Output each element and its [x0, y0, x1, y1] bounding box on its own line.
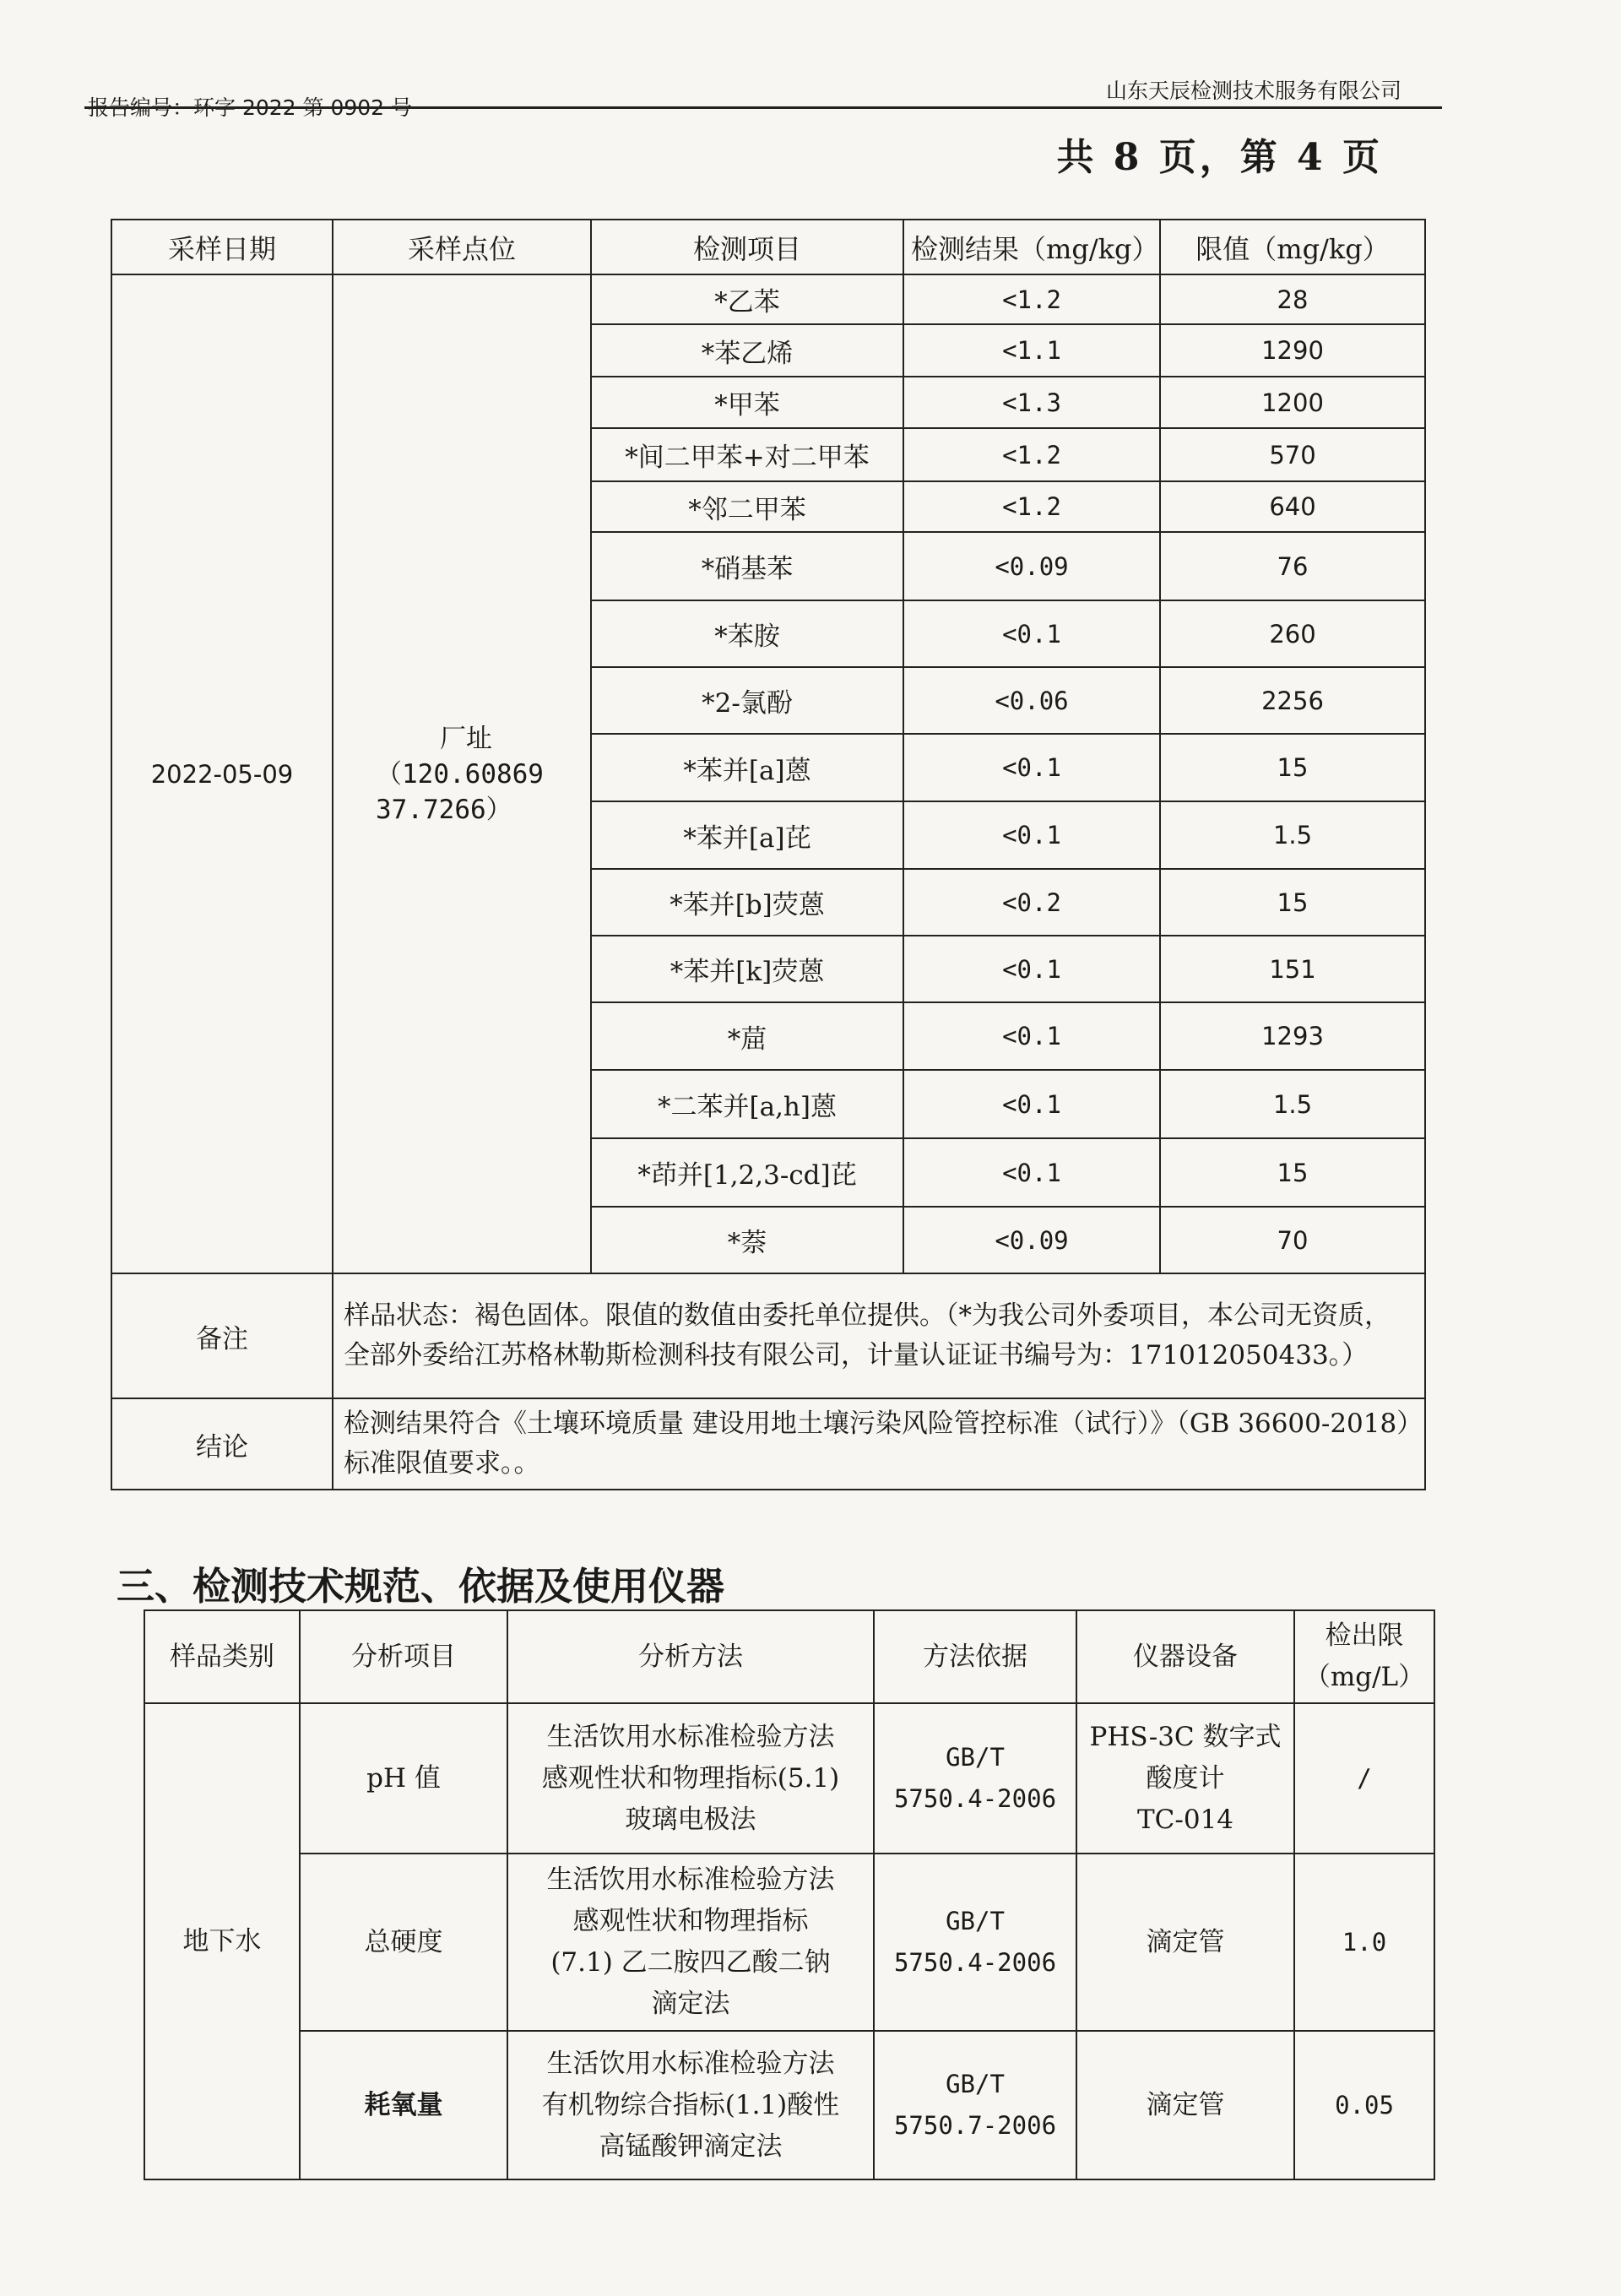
conclusion-row [111, 1398, 1425, 1490]
analysis-method-cell [507, 1854, 874, 2031]
limit-value-cell: 570 [1160, 428, 1425, 481]
method-basis-cell [874, 2031, 1076, 2179]
col-sample-category: 样品类别 [144, 1610, 300, 1703]
remarks-row [111, 1273, 1425, 1398]
analysis-method-line: 滴定法 [651, 1989, 730, 2019]
equipment-cell [1076, 1703, 1294, 1854]
test-item-cell: *苯并[a]蒽 [591, 734, 903, 801]
table-row [144, 1703, 1434, 1854]
remarks-label: 备注 [111, 1273, 333, 1398]
col-test-item: 检测项目 [591, 220, 903, 274]
analysis-method-line: 生活饮用水标准检验方法 [546, 1721, 835, 1752]
method-basis-line: 5750.4-2006 [893, 1784, 1057, 1813]
header-rule [84, 106, 1442, 109]
detection-limit-label: 检出限 [1325, 1620, 1404, 1651]
test-item-cell: *间二甲苯+对二甲苯 [591, 428, 903, 481]
site-line: （120.60869 [376, 758, 544, 790]
test-result-cell: <0.1 [903, 734, 1160, 801]
test-item-cell: *邻二甲苯 [591, 481, 903, 532]
analysis-method-cell [507, 1703, 874, 1854]
analysis-item-cell: 总硬度 [300, 1854, 507, 2031]
col-analysis-method: 分析方法 [507, 1610, 874, 1703]
limit-value-cell: 151 [1160, 936, 1425, 1002]
equipment-line: 滴定管 [1146, 1926, 1225, 1957]
test-item-cell: *甲苯 [591, 377, 903, 428]
equipment-line: 酸度计 [1146, 1762, 1225, 1794]
test-item-cell: *硝基苯 [591, 532, 903, 600]
section-title: 三、检测技术规范、依据及使用仪器 [117, 1564, 725, 1609]
method-basis-cell [874, 1854, 1076, 2031]
test-result-cell: <0.1 [903, 936, 1160, 1002]
method-basis-line: 5750.4-2006 [893, 1948, 1057, 1977]
analysis-method-line: 感观性状和物理指标 [572, 1906, 809, 1936]
limit-value-cell: 28 [1160, 274, 1425, 324]
table-header-row [144, 1610, 1434, 1703]
col-sampling-date: 采样日期 [111, 220, 333, 274]
analysis-method-line: (7.1) 乙二胺四乙酸二钠 [550, 1947, 831, 1978]
test-result-cell: <0.1 [903, 1070, 1160, 1138]
test-result-cell: <0.09 [903, 1207, 1160, 1273]
test-item-cell: *2-氯酚 [591, 667, 903, 734]
test-result-cell: <0.2 [903, 869, 1160, 936]
analysis-method-line: 有机物综合指标(1.1)酸性 [541, 2089, 840, 2120]
col-method-basis: 方法依据 [874, 1610, 1076, 1703]
analysis-method-line: 玻璃电极法 [625, 1804, 756, 1835]
limit-value-cell: 2256 [1160, 667, 1425, 734]
remarks-text: 样品状态：褐色固体。限值的数值由委托单位提供。（*为我公司外委项目，本公司无资质，全部外委给江苏格林勒斯检测科技有限公司，计量认证证书编号为：171012050433。） [333, 1273, 1425, 1398]
report-number: 报告编号：环字 2022 第 0902 号 [88, 95, 413, 120]
limit-value-cell: 1.5 [1160, 1070, 1425, 1138]
limit-value-cell: 1293 [1160, 1002, 1425, 1070]
test-result-cell: <1.2 [903, 481, 1160, 532]
test-result-cell: <0.09 [903, 532, 1160, 600]
company-name: 山东天辰检测技术服务有限公司 [1105, 79, 1401, 103]
table-header-row [111, 220, 1425, 274]
limit-value-cell: 15 [1160, 1138, 1425, 1207]
test-result-cell: <0.06 [903, 667, 1160, 734]
detection-limit-unit: （mg/L） [1304, 1662, 1425, 1692]
limit-value-cell: 260 [1160, 600, 1425, 667]
test-item-cell: *苯并[k]荧蒽 [591, 936, 903, 1002]
limit-value-cell: 1.5 [1160, 801, 1425, 869]
method-basis-line: GB/T [946, 1743, 1005, 1772]
method-basis-line: GB/T [946, 2070, 1005, 2098]
detection-limit-cell: / [1294, 1703, 1434, 1854]
equipment-cell [1076, 1854, 1294, 2031]
test-item-cell: *䓛 [591, 1002, 903, 1070]
limit-value-cell: 70 [1160, 1207, 1425, 1273]
test-result-cell: <1.3 [903, 377, 1160, 428]
equipment-line: TC-014 [1136, 1804, 1234, 1835]
test-result-cell: <1.2 [903, 274, 1160, 324]
limit-value-cell: 76 [1160, 532, 1425, 600]
analysis-item-cell: pH 值 [300, 1703, 507, 1854]
method-basis-line: 5750.7-2006 [893, 2111, 1057, 2140]
col-sampling-site: 采样点位 [333, 220, 591, 274]
col-equipment: 仪器设备 [1076, 1610, 1294, 1703]
analysis-method-cell [507, 2031, 874, 2179]
test-item-cell: *苯并[a]芘 [591, 801, 903, 869]
analysis-method-line: 生活饮用水标准检验方法 [546, 2048, 835, 2079]
test-result-cell: <0.1 [903, 801, 1160, 869]
equipment-line: PHS-3C 数字式 [1089, 1721, 1282, 1752]
detection-limit-cell: 0.05 [1294, 2031, 1434, 2179]
test-result-cell: <1.2 [903, 428, 1160, 481]
method-basis-cell [874, 1703, 1076, 1854]
equipment-line: 滴定管 [1146, 2089, 1225, 2120]
site-line: 37.7266） [376, 794, 512, 825]
limit-value-cell: 15 [1160, 869, 1425, 936]
test-result-cell: <0.1 [903, 1138, 1160, 1207]
site-line: 厂址 [440, 723, 492, 754]
col-limit-value: 限值（mg/kg） [1160, 220, 1425, 274]
table-row [111, 274, 1425, 324]
sampling-date-cell: 2022-05-09 [111, 274, 333, 1273]
col-test-result: 检测结果（mg/kg） [903, 220, 1160, 274]
equipment-cell [1076, 2031, 1294, 2179]
limit-value-cell: 15 [1160, 734, 1425, 801]
page-indicator: 共 8 页，第 4 页 [1056, 136, 1383, 179]
analysis-item-cell: 耗氧量 [300, 2031, 507, 2179]
test-item-cell: *乙苯 [591, 274, 903, 324]
table-row [144, 1854, 1434, 2031]
sampling-site-cell [333, 274, 591, 1273]
col-analysis-item: 分析项目 [300, 1610, 507, 1703]
test-item-cell: *萘 [591, 1207, 903, 1273]
sample-category-cell: 地下水 [144, 1703, 300, 2179]
test-item-cell: *茚并[1,2,3-cd]芘 [591, 1138, 903, 1207]
method-basis-line: GB/T [946, 1907, 1005, 1935]
table-row [144, 2031, 1434, 2179]
col-detection-limit [1294, 1610, 1434, 1703]
soil-results-table [111, 219, 1426, 1490]
detection-limit-cell: 1.0 [1294, 1854, 1434, 2031]
limit-value-cell: 1290 [1160, 324, 1425, 377]
conclusion-label: 结论 [111, 1398, 333, 1490]
limit-value-cell: 1200 [1160, 377, 1425, 428]
methods-table [144, 1609, 1435, 2180]
test-item-cell: *苯乙烯 [591, 324, 903, 377]
analysis-method-line: 高锰酸钾滴定法 [599, 2130, 783, 2162]
test-item-cell: *二苯并[a,h]蒽 [591, 1070, 903, 1138]
conclusion-text: 检测结果符合《土壤环境质量 建设用地土壤污染风险管控标准（试行）》（GB 36600-2018）标准限值要求。。 [333, 1398, 1425, 1490]
analysis-method-line: 感观性状和物理指标(5.1) [541, 1762, 840, 1794]
test-item-cell: *苯并[b]荧蒽 [591, 869, 903, 936]
analysis-method-line: 生活饮用水标准检验方法 [546, 1864, 835, 1895]
test-item-cell: *苯胺 [591, 600, 903, 667]
test-result-cell: <0.1 [903, 600, 1160, 667]
test-result-cell: <0.1 [903, 1002, 1160, 1070]
test-result-cell: <1.1 [903, 324, 1160, 377]
limit-value-cell: 640 [1160, 481, 1425, 532]
